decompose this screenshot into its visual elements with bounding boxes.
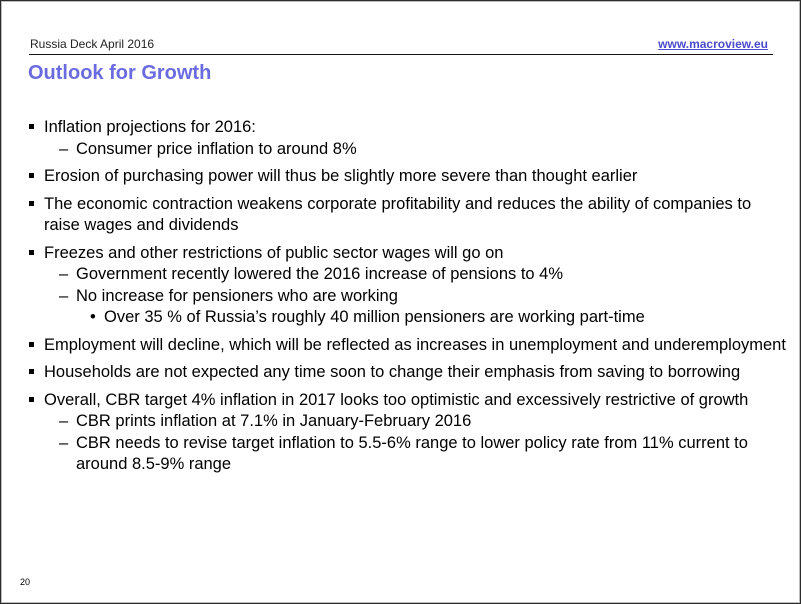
dash-bullet-icon: – [59, 433, 69, 452]
bullet-item [29, 243, 789, 329]
sub-bullet-item [44, 411, 789, 433]
square-bullet-icon [29, 397, 34, 402]
bullet-text: Overall, CBR target 4% inflation in 2017 looks too optimistic and excessively restrictive of growth [44, 390, 749, 409]
bullet-text: Freezes and other restrictions of public sector wages will go on [44, 243, 504, 262]
bullet-item [29, 335, 789, 357]
sub-bullet-item [44, 286, 789, 308]
bullet-text: Erosion of purchasing power will thus be slightly more severe than thought earlier [44, 167, 638, 185]
sub-bullet-item [44, 264, 789, 286]
dash-bullet-icon: – [59, 139, 69, 158]
sub-bullet-text: CBR needs to revise target inflation to 5.5-6% range to lower policy rate from 11% current to around 8.5-9% range [76, 433, 748, 473]
bullet-item [29, 117, 789, 160]
bullet-text: Households are not expected any time soon to change their emphasis from saving to borrowing [44, 363, 741, 381]
website-link[interactable]: www.macroview.eu [658, 37, 768, 51]
sub-list [44, 411, 789, 476]
square-bullet-icon [29, 173, 34, 178]
bullet-text: Inflation projections for 2016: [44, 118, 256, 136]
sub-bullet-text: No increase for pensioners who are working [76, 286, 398, 305]
bullet-item [29, 390, 789, 476]
deck-title: Russia Deck April 2016 [30, 37, 155, 51]
sub-list [44, 264, 789, 329]
bullet-item [29, 194, 789, 237]
dash-bullet-icon: – [59, 412, 69, 430]
sub-sub-bullet-item [44, 307, 789, 329]
bullet-text: Employment will decline, which will be reflected as increases in unemployment and underemployment [44, 335, 786, 354]
sub-bullet-text: Consumer price inflation to around 8% [76, 139, 357, 158]
slide-title: Outlook for Growth [28, 62, 212, 84]
square-bullet-icon [29, 342, 34, 347]
sub-bullet-item [44, 433, 789, 476]
square-bullet-icon [29, 369, 34, 374]
dash-bullet-icon: – [59, 265, 69, 283]
header-divider [29, 54, 773, 55]
dot-bullet-icon: • [90, 308, 96, 326]
bullet-item [29, 166, 789, 188]
square-bullet-icon [29, 250, 34, 255]
square-bullet-icon [29, 201, 34, 206]
dash-bullet-icon: – [59, 286, 69, 305]
page-number: 20 [20, 577, 31, 587]
square-bullet-icon [29, 124, 34, 129]
sub-sub-bullet-text: Over 35 % of Russia’s roughly 40 million pensioners are working part-time [104, 308, 645, 326]
sub-list [44, 139, 789, 161]
bullet-text: The economic contraction weakens corporate profitability and reduces the ability of companies to raise wages and dividends [44, 194, 752, 234]
bullet-item [29, 362, 789, 384]
sub-bullet-text: CBR prints inflation at 7.1% in January-February 2016 [76, 412, 472, 430]
sub-bullet-item [44, 139, 789, 161]
bullet-list [29, 117, 789, 482]
sub-bullet-text: Government recently lowered the 2016 increase of pensions to 4% [76, 265, 564, 283]
